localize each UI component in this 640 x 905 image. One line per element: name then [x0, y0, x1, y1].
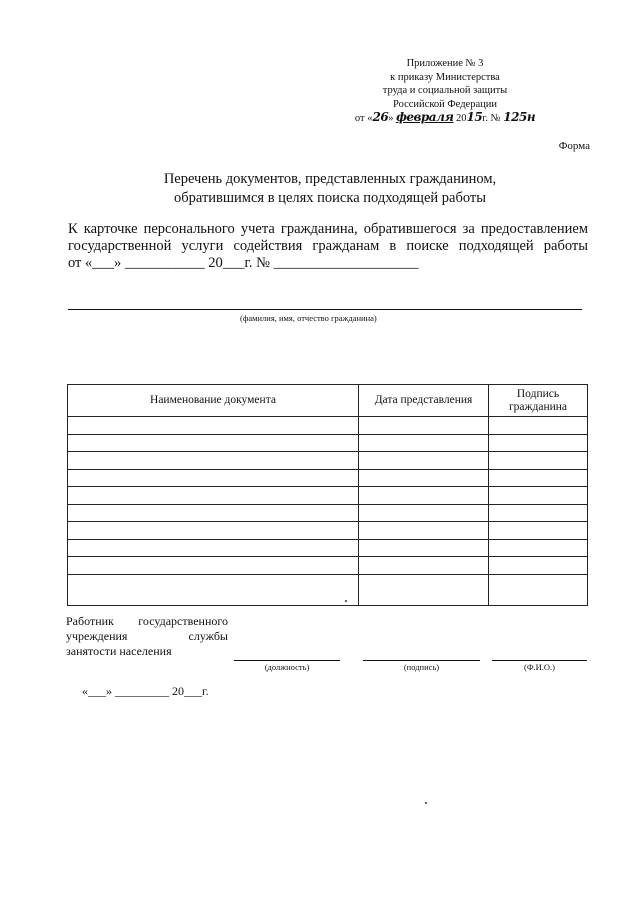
table-row: [68, 504, 588, 522]
table-row: [68, 417, 588, 435]
table-row: [68, 487, 588, 505]
table-cell[interactable]: [68, 434, 359, 452]
appendix-date-no-prefix: г. №: [482, 113, 501, 124]
appendix-date-month: февраля: [396, 110, 454, 124]
column-header-date: Дата представления: [359, 385, 489, 417]
table-cell[interactable]: [359, 574, 489, 605]
table-row: [68, 434, 588, 452]
column-header-document: Наименование документа: [68, 385, 359, 417]
intro-line-3: от «___» ___________ 20___г. № ____________________: [68, 255, 419, 271]
appendix-line-2: к приказу Министерства: [390, 71, 500, 83]
bottom-date: «___» _________ 20___г.: [82, 684, 209, 698]
table-cell[interactable]: [359, 417, 489, 435]
document-title-line-2: обратившимся в целях поиска подходящей работы: [174, 190, 486, 206]
table-cell[interactable]: [489, 417, 588, 435]
appendix-date-year: 15: [466, 110, 483, 124]
intro-line-1: К карточке персонального учета гражданина, обратившегося за предоставлением: [68, 221, 588, 237]
table-cell[interactable]: [68, 574, 359, 605]
table-cell[interactable]: [68, 557, 359, 575]
documents-table: [67, 384, 588, 606]
table-cell[interactable]: [489, 504, 588, 522]
table-cell[interactable]: [359, 434, 489, 452]
table-header-row: [68, 385, 588, 417]
fio-signature-caption: (Ф.И.О.): [523, 662, 556, 672]
table-row: [68, 557, 588, 575]
worker-line-3: занятости населения: [66, 644, 172, 658]
signature-caption: (подпись): [403, 662, 440, 672]
table-cell[interactable]: [68, 487, 359, 505]
appendix-date-prefix: от «: [354, 113, 373, 124]
table-cell[interactable]: [489, 522, 588, 540]
appendix-line-1: Приложение № 3: [406, 58, 484, 69]
worker-label: [66, 614, 228, 659]
appendix-date-day: 26: [372, 110, 389, 124]
table-cell[interactable]: [489, 487, 588, 505]
appendix-date-year-prefix: 20: [456, 113, 467, 124]
intro-paragraph: [68, 221, 588, 272]
fio-signature-fill-line[interactable]: [492, 660, 587, 661]
table-row: [68, 522, 588, 540]
table-cell[interactable]: [68, 469, 359, 487]
table-cell[interactable]: [359, 469, 489, 487]
table-cell[interactable]: [359, 557, 489, 575]
table-row: [68, 452, 588, 470]
table-cell[interactable]: [359, 522, 489, 540]
fio-caption: (фамилия, имя, отчество гражданина): [240, 313, 377, 323]
table-cell[interactable]: [359, 504, 489, 522]
table-cell[interactable]: [68, 417, 359, 435]
position-caption: (должность): [264, 662, 310, 672]
form-label: Форма: [558, 140, 590, 152]
table-cell[interactable]: [68, 504, 359, 522]
table-cell[interactable]: [489, 452, 588, 470]
intro-line-2: государственной услуги содействия гражданам в поиске подходящей работы: [68, 238, 588, 254]
table-cell[interactable]: [489, 557, 588, 575]
table-cell[interactable]: [489, 539, 588, 557]
scan-speck: [345, 600, 347, 602]
appendix-date: [345, 111, 545, 126]
document-title-line-1: Перечень документов, представленных гражданином,: [163, 171, 497, 187]
table-cell[interactable]: [359, 539, 489, 557]
table-row: [68, 539, 588, 557]
table-cell[interactable]: [489, 434, 588, 452]
position-fill-line[interactable]: [234, 660, 340, 661]
scan-speck: [425, 802, 427, 804]
table-row: [68, 574, 588, 605]
signature-fill-line[interactable]: [363, 660, 480, 661]
table-cell[interactable]: [359, 452, 489, 470]
fio-fill-line[interactable]: [68, 309, 582, 310]
appendix-line-4: Российской Федерации: [393, 98, 497, 110]
appendix-date-mid: »: [388, 113, 394, 124]
worker-line-1: Работник государственного: [66, 614, 228, 628]
table-row: [68, 469, 588, 487]
table-cell[interactable]: [489, 469, 588, 487]
table-cell[interactable]: [489, 574, 588, 605]
table-cell[interactable]: [68, 452, 359, 470]
worker-line-2: учреждения службы: [66, 629, 228, 643]
column-header-signature: Подпись гражданина: [489, 385, 588, 417]
appendix-date-number: 125н: [503, 110, 536, 124]
appendix-line-3: труда и социальной защиты: [382, 85, 508, 96]
table-cell[interactable]: [68, 522, 359, 540]
appendix-block: [345, 57, 545, 126]
table-cell[interactable]: [68, 539, 359, 557]
table-cell[interactable]: [359, 487, 489, 505]
document-title: [80, 170, 580, 208]
